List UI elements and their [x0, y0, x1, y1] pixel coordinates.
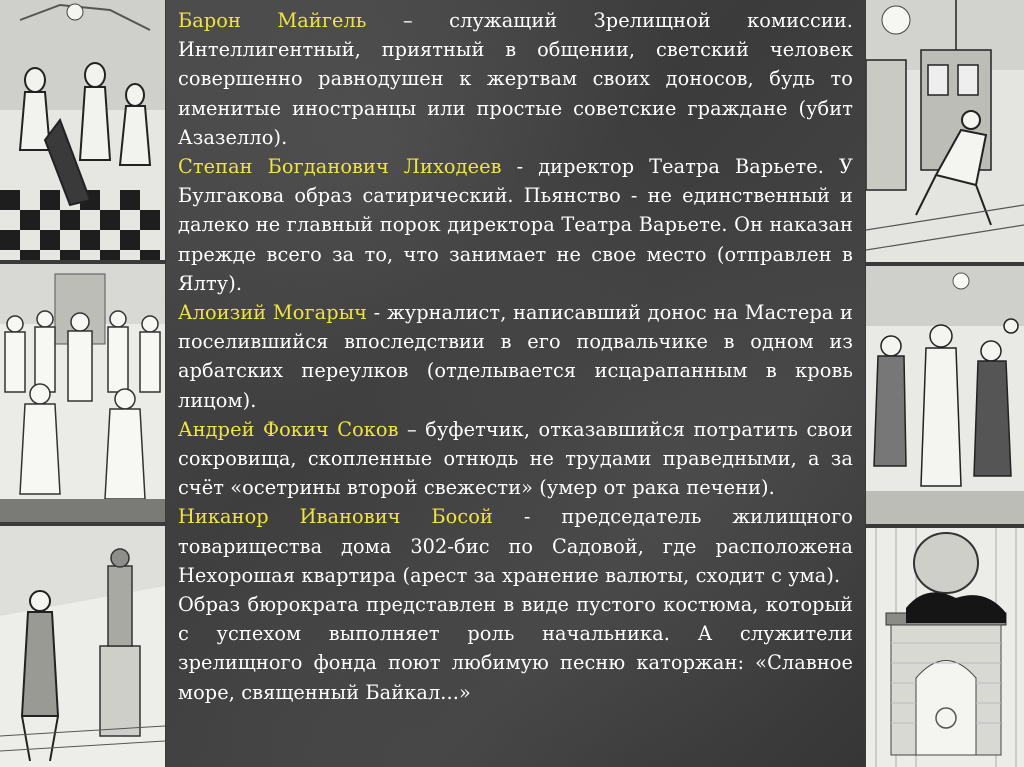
illustration-monument-scene-drawing — [0, 526, 165, 767]
illustration-ball-scene — [0, 0, 165, 260]
paragraph-likhodeev — [178, 152, 853, 298]
paragraph-text: Образ бюрократа представлен в виде пустого костюма, который с успехом выполняет роль начальника. А служители зрелищного фонда поют любимую песню каторжан: «Славное море, священный Байкал...» — [178, 593, 853, 704]
illustration-monument-scene — [0, 526, 165, 767]
paragraph-bosoy — [178, 502, 853, 590]
illustration-tram-scene-drawing — [866, 0, 1024, 262]
illustration-fireplace-cat-drawing — [866, 528, 1024, 767]
character-name: Никанор Иванович Босой — [178, 505, 493, 529]
character-description: – буфетчик, отказавшийся потратить свои сокровища, скопленные отнюдь не трудами праведными, а за счёт «осетрины второй свежести» (умер от рака печени). — [178, 417, 853, 500]
character-description: - журналист, написавший донос на Мастера и поселившийся впоследствии в его подвальчике в одном из арбатских переулков (отделывается исцарапанным в кровь лицом). — [178, 301, 853, 412]
illustration-crowd-scene-drawing — [866, 266, 1024, 524]
paragraph-bureaucrat — [178, 590, 853, 707]
illustration-crowd-scene — [866, 266, 1024, 524]
paragraph-sokov — [178, 415, 853, 503]
character-name: Алоизий Могарыч — [178, 301, 367, 325]
illustration-group-portrait — [0, 264, 165, 522]
character-description: - директор Театра Варьете. У Булгакова образ сатирический. Пьянство - не единственный и далеко не главный порок директора Театра Варьете. Он наказан прежде всего за то, что занимает не свое место (отправлен в Ялту). — [178, 155, 853, 295]
illustration-tram-scene — [866, 0, 1024, 262]
character-description: – служащий Зрелищной комиссии. Интеллигентный, приятный в общении, светский человек совершенно равнодушен к жертвам своих доносов, будь то именитые иностранцы или простые советские граждане (убит Азазелло). — [178, 9, 853, 149]
illustration-fireplace-cat — [866, 528, 1024, 767]
paragraph-mogarych — [178, 298, 853, 415]
text-panel — [166, 0, 865, 767]
character-name: Барон Майгель — [178, 9, 367, 32]
paragraph-baron-maigel — [178, 6, 853, 152]
illustration-ball-scene-drawing — [0, 0, 165, 260]
character-description: - председатель жилищного товарищества дома 302-бис по Садовой, где расположена Нехорошая квартира (арест за хранение валюты, сходит с ума). — [178, 505, 854, 587]
illustration-group-portrait-drawing — [0, 264, 165, 522]
character-name: Андрей Фокич Соков — [178, 417, 399, 441]
character-name: Степан Богданович Лиходеев — [178, 155, 502, 179]
